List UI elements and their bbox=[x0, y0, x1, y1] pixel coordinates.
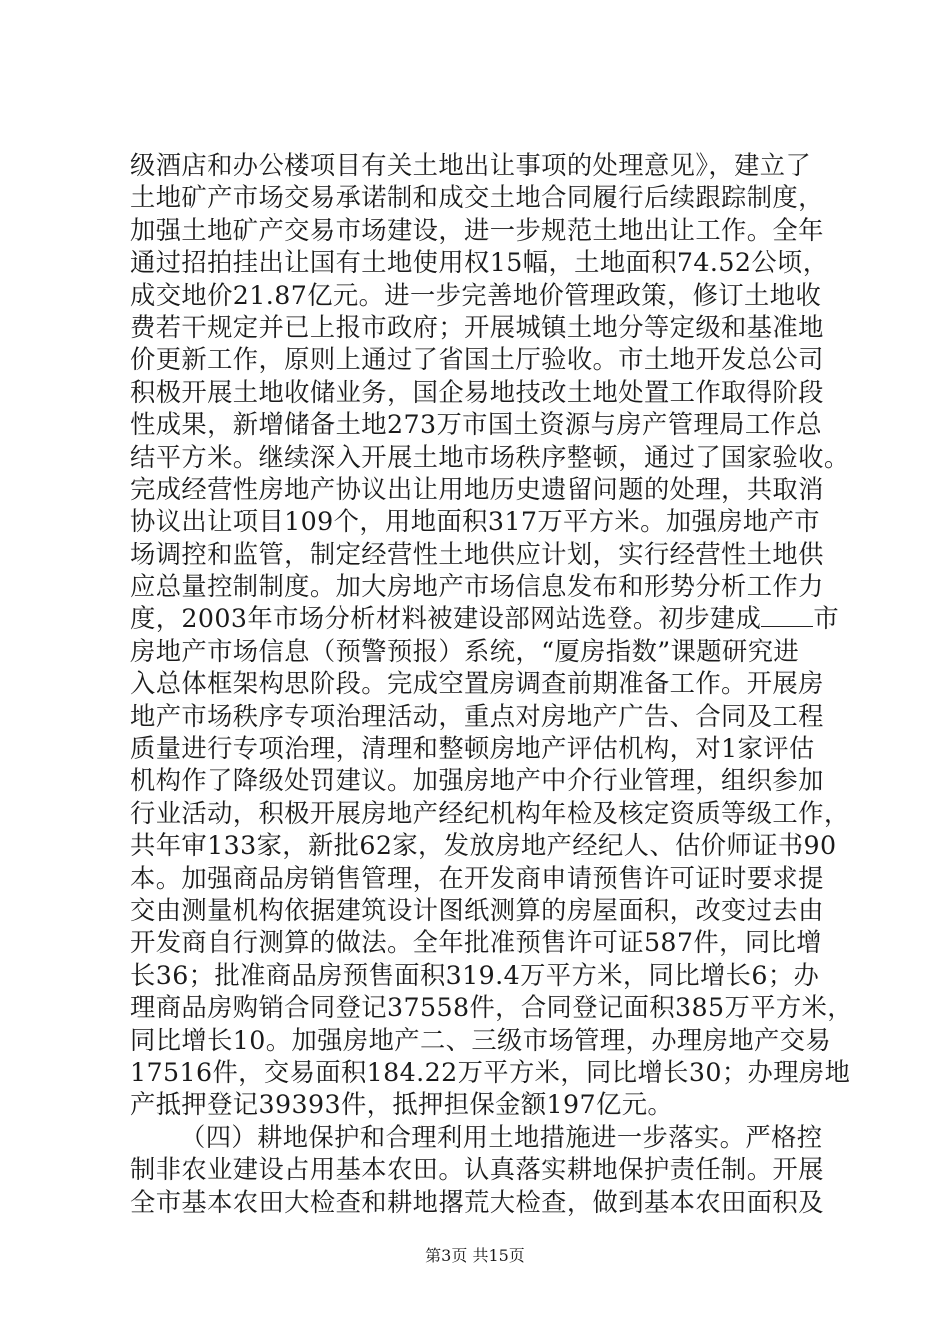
text-line: 交由测量机构依据建筑设计图纸测算的房屋面积，改变过去由 bbox=[130, 895, 824, 925]
text-line: 场调控和监管，制定经营性土地供应计划，实行经营性土地供 bbox=[130, 539, 824, 569]
text-line: 产抵押登记39393件，抵押担保金额197亿元。 bbox=[130, 1090, 674, 1120]
text-line-with-blank bbox=[130, 603, 850, 635]
text-line: 成交地价21.87亿元。进一步完善地价管理政策，修订土地收 bbox=[130, 280, 822, 310]
text-line: 协议出让项目109个，用地面积317万平方米。加强房地产市 bbox=[130, 507, 820, 537]
text-line: 通过招拍挂出让国有土地使用权15幅，土地面积74.52公顷， bbox=[130, 248, 829, 278]
text-line: 机构作了降级处罚建议。加强房地产中介行业管理，组织参加 bbox=[130, 766, 824, 796]
text-line: 费若干规定并已上报市政府；开展城镇土地分等定级和基准地 bbox=[130, 312, 824, 342]
text-line: 长36；批准商品房预售面积319.4万平方米，同比增长6；办 bbox=[130, 960, 820, 990]
text-line: 同比增长10。加强房地产二、三级市场管理，办理房地产交易 bbox=[130, 1025, 832, 1055]
text-line: 加强土地矿产交易市场建设，进一步规范土地出让工作。全年 bbox=[130, 215, 824, 245]
text-segment: 市 bbox=[813, 604, 840, 634]
text-line: 积极开展土地收储业务，国企易地技改土地处置工作取得阶段 bbox=[130, 377, 824, 407]
text-line: 质量进行专项治理，清理和整顿房地产评估机构，对1家评估 bbox=[130, 734, 815, 764]
text-line: 结平方米。继续深入开展土地市场秩序整顿，通过了国家验收。 bbox=[130, 442, 850, 472]
text-line: 行业活动，积极开展房地产经纪机构年检及核定资质等级工作， bbox=[130, 798, 850, 828]
text-line: 土地矿产市场交易承诺制和成交土地合同履行后续跟踪制度， bbox=[130, 183, 824, 213]
text-line: 理商品房购销合同登记37558件，合同登记面积385万平方米， bbox=[130, 993, 853, 1023]
body-text bbox=[130, 150, 853, 1219]
text-line: 共年审133家，新批62家，发放房地产经纪人、估价师证书90 bbox=[130, 831, 837, 861]
text-line: 制非农业建设占用基本农田。认真落实耕地保护责任制。开展 bbox=[130, 1155, 824, 1185]
text-line: 应总量控制制度。加大房地产市场信息发布和形势分析工作力 bbox=[130, 572, 824, 602]
text-line: 开发商自行测算的做法。全年批准预售许可证587件，同比增 bbox=[130, 928, 822, 958]
text-line: 级酒店和办公楼项目有关土地出让事项的处理意见》，建立了 bbox=[130, 151, 812, 180]
text-line: 性成果，新增储备土地273万市国土资源与房产管理局工作总 bbox=[130, 410, 822, 440]
text-line: 地产市场秩序专项治理活动，重点对房地产广告、合同及工程 bbox=[130, 701, 824, 731]
redacted-blank bbox=[761, 604, 813, 627]
text-line: 全市基本农田大检查和耕地撂荒大检查，做到基本农田面积及 bbox=[130, 1187, 824, 1217]
text-line: 价更新工作，原则上通过了省国土厅验收。市土地开发总公司 bbox=[130, 345, 824, 375]
text-line: 本。加强商品房销售管理，在开发商申请预售许可证时要求提 bbox=[130, 863, 824, 893]
text-line: 入总体框架构思阶段。完成空置房调查前期准备工作。开展房 bbox=[130, 669, 824, 699]
text-line: 房地产市场信息（预警预报）系统，“厦房指数”课题研究进 bbox=[130, 636, 800, 666]
text-segment: 度，2003年市场分析材料被建设部网站选登。初步建成 bbox=[130, 604, 762, 634]
paragraph-start-line: （四）耕地保护和合理利用土地措施进一步落实。严格控 bbox=[180, 1122, 823, 1152]
page-number-footer: 第3页 共15页 bbox=[425, 1246, 525, 1265]
text-line: 完成经营性房地产协议出让用地历史遗留问题的处理，共取消 bbox=[130, 474, 824, 504]
text-line: 17516件，交易面积184.22万平方米，同比增长30；办理房地 bbox=[130, 1057, 851, 1087]
